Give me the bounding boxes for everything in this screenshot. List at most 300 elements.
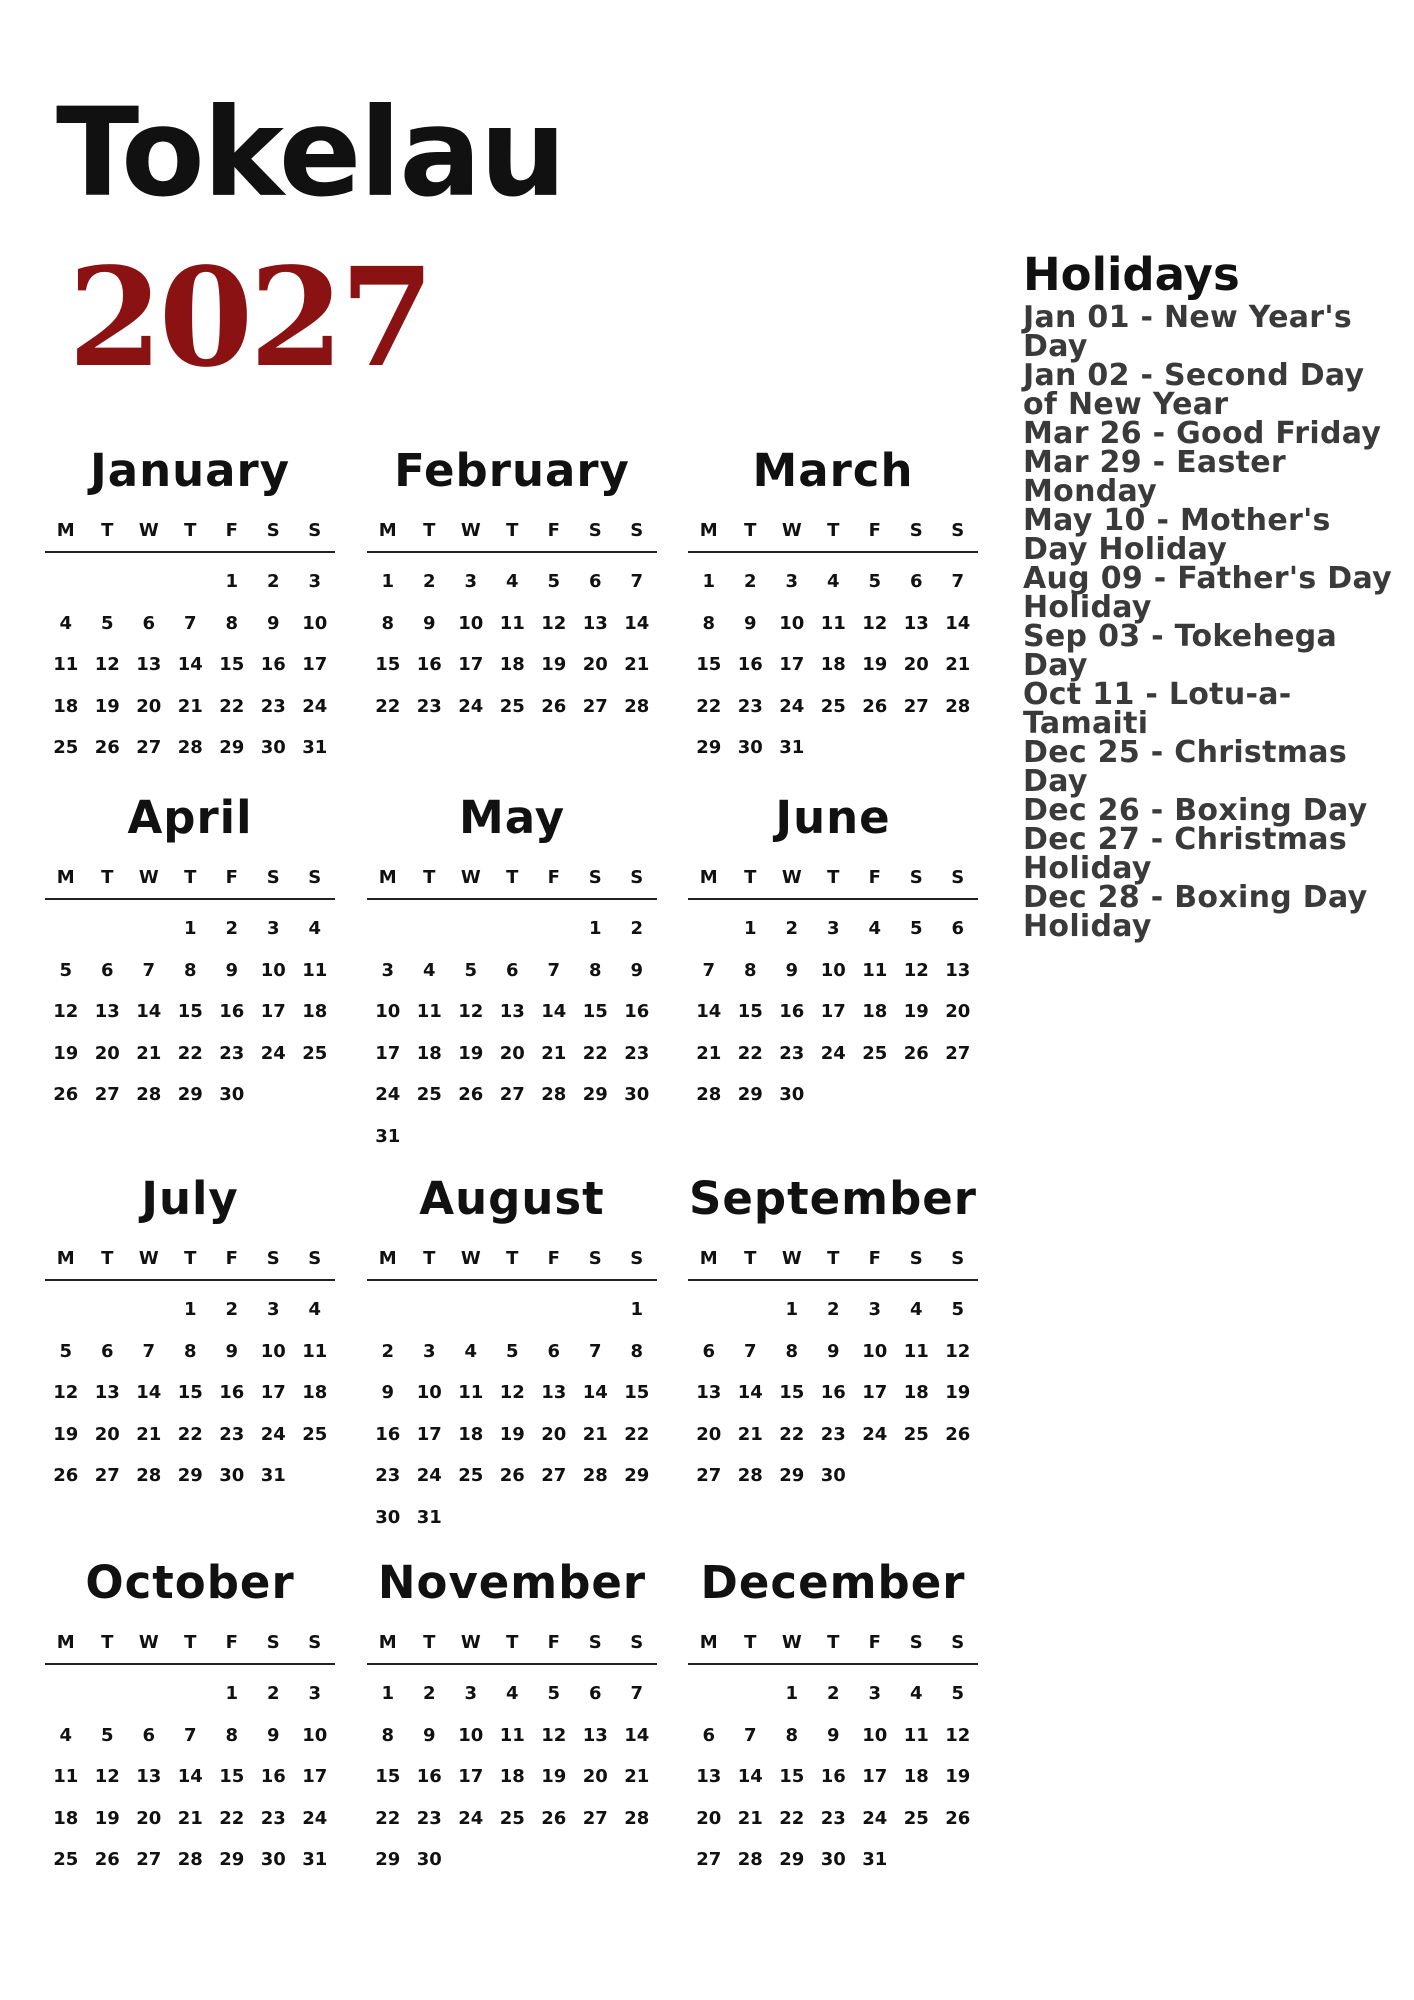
weekday-header — [45, 1243, 335, 1281]
day-cell: 24 — [862, 1807, 888, 1829]
day-cell: 6 — [142, 612, 156, 634]
day-cell: 4 — [909, 1683, 923, 1704]
day-cell: 10 — [416, 1382, 442, 1403]
day-cell: 21 — [136, 1423, 162, 1445]
day-cell: 13 — [136, 654, 162, 675]
weekday-label: T — [184, 1247, 197, 1269]
day-cell: 19 — [862, 654, 888, 675]
day-cell: 25 — [53, 737, 79, 758]
month-name: June — [775, 791, 891, 844]
day-cell: 6 — [588, 1683, 602, 1704]
day-cell: 11 — [499, 612, 525, 634]
day-cell: 24 — [779, 695, 805, 717]
day-cell: 2 — [266, 571, 280, 592]
weekday-label: W — [138, 866, 159, 888]
day-grid — [45, 1289, 335, 1497]
weekday-label: W — [781, 866, 802, 888]
day-cell: 7 — [547, 959, 561, 981]
day-cell: 22 — [375, 1807, 401, 1829]
day-cell: 5 — [951, 1299, 965, 1320]
day-cell: 16 — [416, 1766, 442, 1787]
day-cell: 8 — [183, 959, 197, 981]
day-cell: 8 — [702, 612, 716, 634]
day-cell: 28 — [737, 1849, 763, 1870]
day-cell: 16 — [260, 654, 286, 675]
day-cell: 20 — [696, 1423, 722, 1445]
day-cell: 4 — [308, 918, 322, 939]
day-cell: 20 — [582, 654, 608, 675]
day-cell: 18 — [903, 1766, 929, 1787]
day-cell: 11 — [302, 959, 328, 981]
month-name: October — [85, 1556, 295, 1609]
month-name: September — [689, 1172, 977, 1225]
day-cell: 30 — [375, 1506, 401, 1528]
day-cell: 8 — [588, 959, 602, 981]
day-cell: 31 — [302, 737, 328, 758]
empty-cell — [688, 1673, 730, 1715]
day-cell: 7 — [588, 1340, 602, 1362]
day-cell: 11 — [820, 612, 846, 634]
day-cell: 19 — [945, 1382, 971, 1403]
day-cell: 1 — [588, 918, 602, 939]
day-cell: 3 — [381, 959, 395, 981]
day-cell: 14 — [177, 654, 203, 675]
month-name: January — [89, 444, 291, 497]
day-cell: 31 — [260, 1465, 286, 1486]
weekday-label: M — [378, 519, 397, 541]
day-cell: 25 — [499, 695, 525, 717]
weekday-label: T — [184, 866, 197, 888]
day-grid — [367, 908, 657, 1157]
day-cell: 18 — [820, 654, 846, 675]
day-cell: 4 — [868, 918, 882, 939]
empty-cell — [128, 908, 170, 950]
holiday-item: Aug 09 - Father's Day Holiday — [1023, 561, 1392, 625]
weekday-label: T — [101, 866, 114, 888]
weekday-header — [367, 1243, 657, 1281]
weekday-label: W — [781, 1631, 802, 1653]
day-cell: 29 — [177, 1465, 203, 1486]
weekday-label: T — [101, 1631, 114, 1653]
day-cell: 24 — [820, 1042, 846, 1064]
day-cell: 7 — [142, 1340, 156, 1362]
weekday-label: F — [225, 519, 238, 541]
day-cell: 29 — [177, 1084, 203, 1105]
day-cell: 20 — [903, 654, 929, 675]
day-cell: 19 — [541, 654, 567, 675]
day-cell: 16 — [260, 1766, 286, 1787]
day-cell: 19 — [53, 1042, 79, 1064]
day-cell: 21 — [582, 1423, 608, 1445]
weekday-label: T — [423, 1631, 436, 1653]
day-cell: 12 — [541, 1724, 567, 1746]
day-cell: 15 — [375, 1766, 401, 1787]
day-cell: 23 — [260, 695, 286, 717]
empty-cell — [87, 561, 129, 603]
month-february — [362, 444, 662, 727]
day-cell: 17 — [416, 1423, 442, 1445]
empty-cell — [730, 1673, 772, 1715]
day-cell: 16 — [416, 654, 442, 675]
day-cell: 15 — [696, 654, 722, 675]
weekday-label: W — [460, 1631, 481, 1653]
day-cell: 25 — [458, 1465, 484, 1486]
day-cell: 9 — [826, 1724, 840, 1746]
month-july — [40, 1172, 340, 1497]
day-cell: 15 — [375, 654, 401, 675]
day-cell: 24 — [375, 1084, 401, 1105]
empty-cell — [450, 1289, 492, 1331]
weekday-label: F — [225, 1247, 238, 1269]
weekday-header — [367, 515, 657, 553]
day-cell: 11 — [53, 1766, 79, 1787]
day-cell: 5 — [59, 959, 73, 981]
month-september — [683, 1172, 983, 1497]
weekday-label: S — [308, 866, 322, 888]
day-cell: 17 — [375, 1042, 401, 1064]
weekday-label: W — [138, 1631, 159, 1653]
day-cell: 10 — [820, 959, 846, 981]
day-grid — [45, 908, 335, 1116]
day-cell: 9 — [381, 1382, 395, 1403]
day-cell: 10 — [862, 1724, 888, 1746]
weekday-label: F — [225, 866, 238, 888]
day-grid — [688, 1673, 978, 1881]
weekday-label: S — [951, 866, 965, 888]
day-cell: 15 — [219, 1766, 245, 1787]
day-cell: 16 — [624, 1001, 650, 1022]
day-cell: 8 — [381, 612, 395, 634]
day-cell: 13 — [499, 1001, 525, 1022]
day-cell: 13 — [696, 1766, 722, 1787]
day-cell: 30 — [219, 1465, 245, 1486]
weekday-header — [45, 515, 335, 553]
day-cell: 11 — [903, 1724, 929, 1746]
day-cell: 16 — [219, 1001, 245, 1022]
day-cell: 5 — [505, 1340, 519, 1362]
day-cell: 4 — [422, 959, 436, 981]
day-cell: 17 — [260, 1001, 286, 1022]
day-cell: 18 — [862, 1001, 888, 1022]
day-cell: 1 — [785, 1299, 799, 1320]
day-cell: 14 — [541, 1001, 567, 1022]
day-cell: 10 — [302, 1724, 328, 1746]
weekday-label: M — [56, 1631, 75, 1653]
day-cell: 28 — [177, 1849, 203, 1870]
empty-cell — [688, 908, 730, 950]
day-cell: 12 — [862, 612, 888, 634]
weekday-header — [688, 515, 978, 553]
day-cell: 30 — [219, 1084, 245, 1105]
day-cell: 14 — [624, 612, 650, 634]
day-cell: 6 — [588, 571, 602, 592]
empty-cell — [128, 1673, 170, 1715]
day-cell: 21 — [945, 654, 971, 675]
month-name: July — [141, 1172, 239, 1225]
day-cell: 14 — [582, 1382, 608, 1403]
weekday-label: S — [588, 1247, 602, 1269]
day-cell: 5 — [100, 612, 114, 634]
day-cell: 27 — [582, 695, 608, 717]
day-cell: 10 — [458, 1724, 484, 1746]
weekday-label: T — [184, 1631, 197, 1653]
empty-cell — [45, 908, 87, 950]
holidays-heading: Holidays — [1023, 248, 1240, 301]
holiday-item: Dec 26 - Boxing Day — [1023, 793, 1368, 828]
weekday-label: F — [547, 1631, 560, 1653]
day-cell: 23 — [219, 1042, 245, 1064]
day-cell: 23 — [820, 1423, 846, 1445]
day-cell: 1 — [785, 1683, 799, 1704]
day-cell: 23 — [779, 1042, 805, 1064]
day-cell: 21 — [177, 695, 203, 717]
day-cell: 4 — [505, 571, 519, 592]
day-cell: 6 — [142, 1724, 156, 1746]
empty-cell — [170, 1673, 212, 1715]
day-cell: 28 — [541, 1084, 567, 1105]
month-march — [683, 444, 983, 769]
day-cell: 4 — [59, 612, 73, 634]
day-cell: 10 — [260, 959, 286, 981]
day-cell: 7 — [702, 959, 716, 981]
day-cell: 13 — [541, 1382, 567, 1403]
empty-cell — [688, 1289, 730, 1331]
day-cell: 9 — [630, 959, 644, 981]
day-cell: 8 — [785, 1724, 799, 1746]
weekday-label: F — [547, 519, 560, 541]
day-cell: 25 — [416, 1084, 442, 1105]
day-cell: 26 — [94, 1849, 120, 1870]
day-cell: 27 — [945, 1042, 971, 1064]
month-december — [683, 1556, 983, 1881]
day-cell: 18 — [903, 1382, 929, 1403]
weekday-label: T — [423, 519, 436, 541]
day-cell: 8 — [183, 1340, 197, 1362]
empty-cell — [533, 1289, 575, 1331]
day-cell: 11 — [302, 1340, 328, 1362]
empty-cell — [492, 1289, 534, 1331]
day-cell: 31 — [302, 1849, 328, 1870]
weekday-label: S — [266, 1631, 280, 1653]
day-cell: 6 — [951, 918, 965, 939]
weekday-label: S — [308, 519, 322, 541]
month-april — [40, 791, 340, 1116]
day-cell: 2 — [422, 571, 436, 592]
day-cell: 9 — [826, 1340, 840, 1362]
day-cell: 25 — [302, 1042, 328, 1064]
day-cell: 14 — [136, 1001, 162, 1022]
day-cell: 25 — [820, 695, 846, 717]
month-may — [362, 791, 662, 1157]
day-cell: 26 — [458, 1084, 484, 1105]
calendar-title: Tokelau — [56, 82, 565, 224]
day-cell: 29 — [582, 1084, 608, 1105]
day-cell: 25 — [903, 1423, 929, 1445]
day-cell: 23 — [219, 1423, 245, 1445]
weekday-label: S — [909, 866, 923, 888]
day-cell: 2 — [785, 918, 799, 939]
weekday-label: F — [225, 1631, 238, 1653]
day-cell: 31 — [862, 1849, 888, 1870]
weekday-label: T — [506, 519, 519, 541]
day-cell: 7 — [951, 571, 965, 592]
empty-cell — [533, 908, 575, 950]
day-cell: 17 — [302, 1766, 328, 1787]
day-cell: 1 — [743, 918, 757, 939]
day-cell: 26 — [945, 1423, 971, 1445]
day-cell: 30 — [260, 737, 286, 758]
day-cell: 3 — [422, 1340, 436, 1362]
day-cell: 25 — [903, 1807, 929, 1829]
day-cell: 12 — [458, 1001, 484, 1022]
weekday-label: M — [56, 519, 75, 541]
day-cell: 22 — [737, 1042, 763, 1064]
day-cell: 3 — [266, 918, 280, 939]
day-cell: 28 — [624, 1807, 650, 1829]
day-cell: 29 — [737, 1084, 763, 1105]
weekday-label: S — [630, 1631, 644, 1653]
weekday-label: T — [744, 1631, 757, 1653]
holiday-item: Dec 25 - Christmas Day — [1023, 735, 1347, 799]
day-cell: 9 — [225, 1340, 239, 1362]
weekday-label: T — [744, 866, 757, 888]
weekday-label: F — [868, 1247, 881, 1269]
day-cell: 5 — [59, 1340, 73, 1362]
weekday-label: S — [630, 866, 644, 888]
day-cell: 5 — [100, 1724, 114, 1746]
day-cell: 5 — [464, 959, 478, 981]
weekday-label: W — [460, 1247, 481, 1269]
day-cell: 24 — [458, 1807, 484, 1829]
day-cell: 26 — [94, 737, 120, 758]
holiday-item: Jan 01 - New Year's Day — [1023, 300, 1353, 364]
weekday-label: W — [460, 519, 481, 541]
day-cell: 1 — [630, 1299, 644, 1320]
weekday-label: T — [506, 1631, 519, 1653]
weekday-label: W — [781, 519, 802, 541]
day-cell: 9 — [743, 612, 757, 634]
day-cell: 18 — [416, 1042, 442, 1064]
day-cell: 13 — [94, 1382, 120, 1403]
day-cell: 27 — [499, 1084, 525, 1105]
day-cell: 3 — [826, 918, 840, 939]
day-cell: 26 — [53, 1465, 79, 1486]
day-cell: 22 — [624, 1423, 650, 1445]
day-cell: 6 — [505, 959, 519, 981]
day-grid — [688, 1289, 978, 1497]
day-cell: 18 — [458, 1423, 484, 1445]
day-cell: 20 — [499, 1042, 525, 1064]
day-cell: 23 — [375, 1465, 401, 1486]
day-cell: 10 — [260, 1340, 286, 1362]
day-cell: 2 — [630, 918, 644, 939]
month-august — [362, 1172, 662, 1538]
day-cell: 2 — [422, 1683, 436, 1704]
day-cell: 25 — [499, 1807, 525, 1829]
day-cell: 13 — [136, 1766, 162, 1787]
day-grid — [688, 561, 978, 769]
day-cell: 29 — [624, 1465, 650, 1486]
day-cell: 12 — [499, 1382, 525, 1403]
day-cell: 29 — [219, 737, 245, 758]
day-cell: 28 — [696, 1084, 722, 1105]
day-cell: 29 — [219, 1849, 245, 1870]
day-cell: 12 — [945, 1724, 971, 1746]
day-cell: 27 — [94, 1084, 120, 1105]
day-cell: 17 — [862, 1766, 888, 1787]
day-cell: 4 — [464, 1340, 478, 1362]
day-cell: 7 — [743, 1724, 757, 1746]
weekday-header — [688, 1243, 978, 1281]
day-cell: 22 — [375, 695, 401, 717]
day-cell: 27 — [136, 1849, 162, 1870]
day-cell: 18 — [302, 1001, 328, 1022]
weekday-label: S — [588, 866, 602, 888]
day-cell: 4 — [505, 1683, 519, 1704]
day-cell: 15 — [582, 1001, 608, 1022]
empty-cell — [128, 1289, 170, 1331]
day-cell: 11 — [499, 1724, 525, 1746]
day-cell: 1 — [183, 918, 197, 939]
calendar-year: 2027 — [68, 238, 431, 398]
day-cell: 14 — [624, 1724, 650, 1746]
day-cell: 3 — [308, 1683, 322, 1704]
empty-cell — [367, 908, 409, 950]
weekday-header — [367, 1627, 657, 1665]
month-name: December — [700, 1556, 966, 1609]
day-cell: 1 — [702, 571, 716, 592]
day-cell: 2 — [826, 1683, 840, 1704]
weekday-label: M — [378, 1247, 397, 1269]
day-cell: 21 — [136, 1042, 162, 1064]
day-cell: 27 — [582, 1807, 608, 1829]
weekday-label: M — [56, 1247, 75, 1269]
day-cell: 28 — [624, 695, 650, 717]
weekday-label: S — [630, 519, 644, 541]
day-cell: 27 — [696, 1465, 722, 1486]
weekday-label: S — [308, 1247, 322, 1269]
day-cell: 19 — [94, 1807, 120, 1829]
day-cell: 18 — [53, 695, 79, 717]
day-cell: 26 — [945, 1807, 971, 1829]
day-cell: 3 — [308, 571, 322, 592]
month-name: February — [394, 444, 630, 497]
day-cell: 14 — [696, 1001, 722, 1022]
day-cell: 3 — [868, 1299, 882, 1320]
day-cell: 23 — [260, 1807, 286, 1829]
month-name: March — [752, 444, 914, 497]
day-grid — [367, 561, 657, 727]
weekday-label: W — [138, 1247, 159, 1269]
weekday-label: M — [378, 1631, 397, 1653]
day-cell: 14 — [945, 612, 971, 634]
day-cell: 29 — [779, 1465, 805, 1486]
weekday-label: W — [781, 1247, 802, 1269]
day-cell: 22 — [177, 1042, 203, 1064]
day-cell: 18 — [53, 1807, 79, 1829]
day-cell: 16 — [820, 1766, 846, 1787]
day-cell: 22 — [582, 1042, 608, 1064]
day-cell: 28 — [177, 737, 203, 758]
day-cell: 14 — [737, 1766, 763, 1787]
day-cell: 7 — [630, 571, 644, 592]
empty-cell — [492, 908, 534, 950]
day-cell: 21 — [696, 1042, 722, 1064]
day-cell: 21 — [541, 1042, 567, 1064]
weekday-label: S — [951, 519, 965, 541]
day-cell: 21 — [737, 1807, 763, 1829]
day-cell: 3 — [464, 571, 478, 592]
